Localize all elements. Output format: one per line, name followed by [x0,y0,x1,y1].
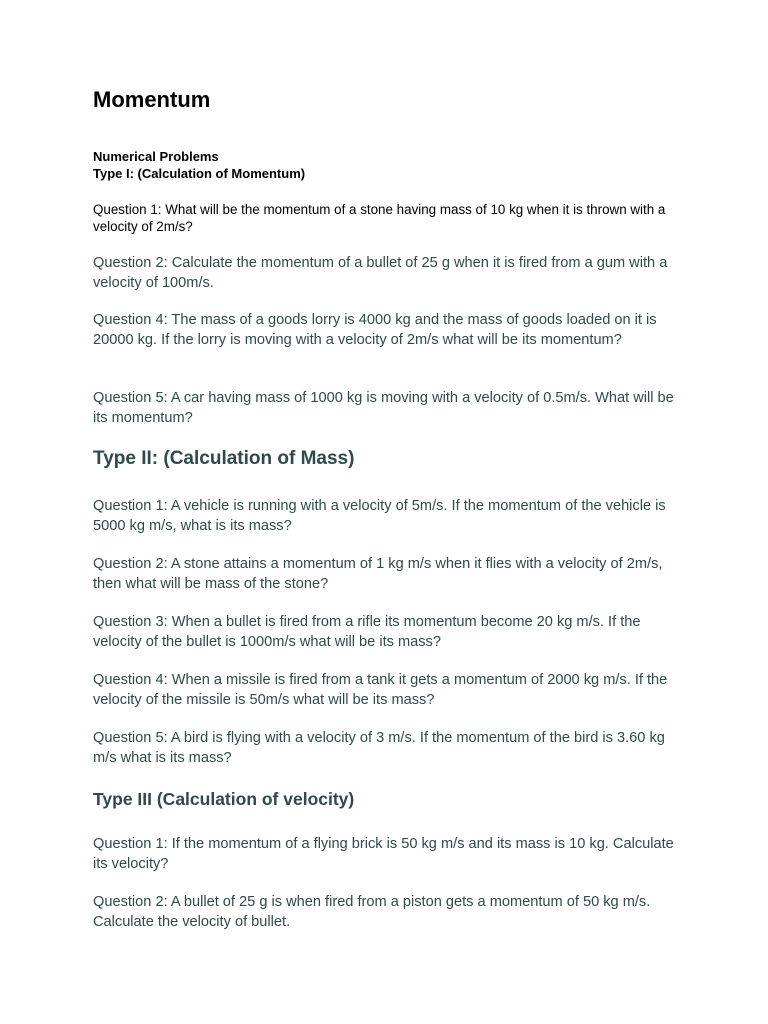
type2-question-3: Question 3: When a bullet is fired from a rifle its momentum become 20 kg m/s. If the velocity of the bullet is 1000m/s what will be its mass? [93,614,641,650]
type1-question-4: Question 4: The mass of a goods lorry is 4000 kg and the mass of goods loaded on it is 20000 kg. If the lorry is moving with a velocity of 2m/s what will be its momentum? [93,312,657,348]
type1-question-1: Question 1: What will be the momentum of a stone having mass of 10 kg when it is thrown with a velocity of 2m/s? [93,202,666,234]
type3-question-1: Question 1: If the momentum of a flying brick is 50 kg m/s and its mass is 10 kg. Calculate its velocity? [93,836,674,872]
type2-question-1: Question 1: A vehicle is running with a velocity of 5m/s. If the momentum of the vehicle is 5000 kg m/s, what is its mass? [93,498,666,534]
type2-question-5: Question 5: A bird is flying with a velocity of 3 m/s. If the momentum of the bird is 3.60 kg m/s what is its mass? [93,730,665,766]
subtitle-numerical-problems: Numerical Problems [93,149,219,164]
type1-heading: Type I: (Calculation of Momentum) [93,166,306,181]
type2-question-2: Question 2: A stone attains a momentum of 1 kg m/s when it flies with a velocity of 2m/s, then what will be mass of the stone? [93,556,663,592]
type3-question-2: Question 2: A bullet of 25 g is when fired from a piston gets a momentum of 50 kg m/s. Calculate the velocity of bullet. [93,894,651,930]
type2-question-4: Question 4: When a missile is fired from a tank it gets a momentum of 2000 kg m/s. If the velocity of the missile is 50m/s what will be its mass? [93,672,668,708]
page-title: Momentum [93,87,211,112]
type1-question-2: Question 2: Calculate the momentum of a bullet of 25 g when it is fired from a gum with a velocity of 100m/s. [93,255,668,291]
type2-heading: Type II: (Calculation of Mass) [93,448,355,469]
type3-heading: Type III (Calculation of velocity) [93,789,355,809]
type1-question-5: Question 5: A car having mass of 1000 kg is moving with a velocity of 0.5m/s. What will be its momentum? [93,390,674,426]
